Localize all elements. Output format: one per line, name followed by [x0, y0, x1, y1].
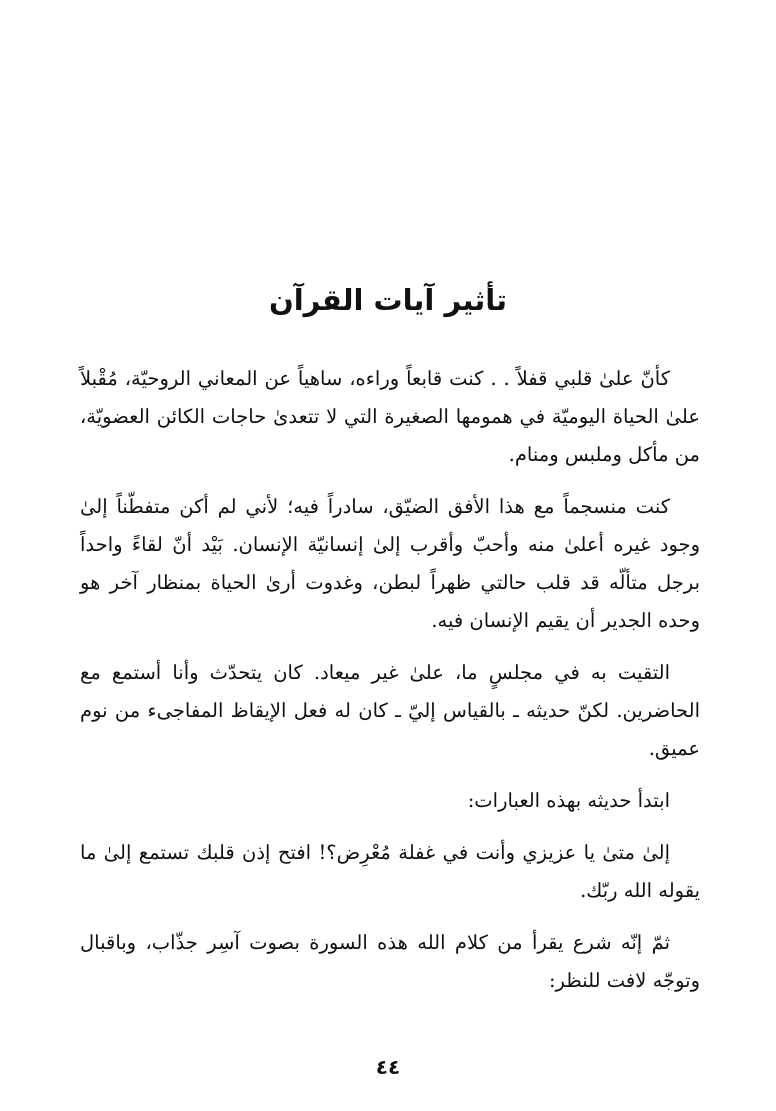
paragraph-2: كنت منسجماً مع هذا الأفق الضيّق، سادراً فيه؛ لأني لم أكن متفطّناً إلىٰ وجود غيره أعلىٰ منه وأحبّ وأقرب إلىٰ إنسانيّة الإنسان. بَيْد أنّ لقاءً واحداً برجل متألّه قد قلب حالتي ظهراً لبطن، وغدوت أرىٰ الحياة بمنظار آخر هو وحده الجدير أن يقيم الإنسان فيه.: [80, 495, 700, 632]
chapter-title: تأثير آيات القرآن: [268, 283, 508, 317]
page-number: ٤٤: [375, 1055, 401, 1079]
body-text: [80, 360, 700, 1014]
paragraph-4: ابتدأ حديثه بهذه العبارات:: [467, 789, 670, 812]
paragraph-3: التقيت به في مجلسٍ ما، علىٰ غير ميعاد. كان يتحدّث وأنا أستمع مع الحاضرين. لكنّ حديثه ـ بالقياس إليّ ـ كان له فعل الإيقاظ المفاجىء من نوم عميق.: [80, 661, 700, 760]
paragraph-1: كأنّ علىٰ قلبي قفلاً . . كنت قابعاً وراءه، ساهياً عن المعاني الروحيّة، مُقْبلاً علىٰ الحياة اليوميّة في همومها الصغيرة التي لا تتعدىٰ حاجات الكائن العضويّة، من مأكل وملبس ومنام.: [80, 367, 700, 466]
paragraph-5: إلىٰ متىٰ يا عزيزي وأنت في غفلة مُعْرِض؟! افتح إذن قلبك تستمع إلىٰ ما يقوله الله ربّك.: [80, 841, 700, 902]
paragraph-6: ثمّ إنّه شرع يقرأ من كلام الله هذه السورة بصوت آسِر جذّاب، وباقبال وتوجّه لافت للنظر:: [80, 931, 700, 992]
